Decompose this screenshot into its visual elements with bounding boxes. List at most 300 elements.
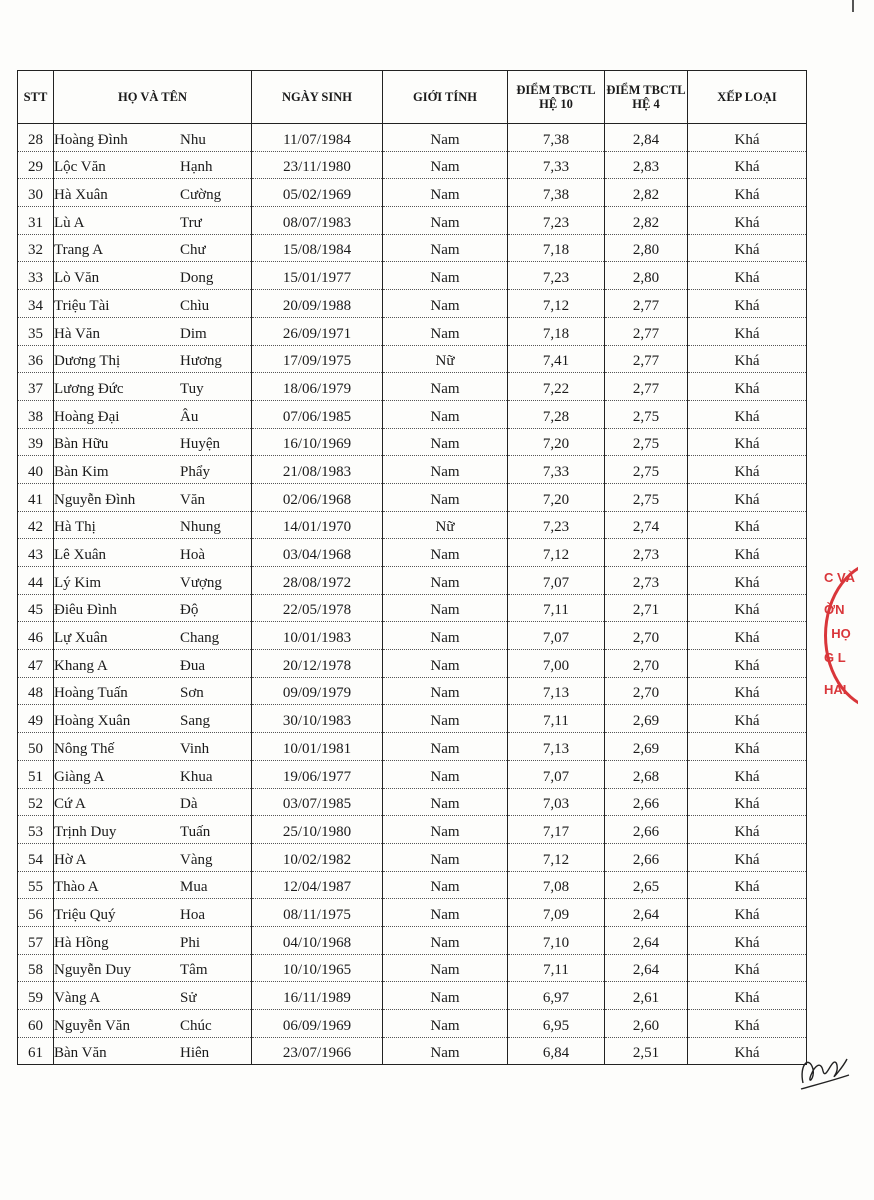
- last-middle-name: Bàn Kim: [54, 463, 109, 480]
- cell-stt: 56: [18, 899, 54, 927]
- cell-gpa4: 2,68: [605, 760, 688, 788]
- cell-rank: Khá: [688, 650, 807, 678]
- cell-dob: 28/08/1972: [252, 567, 383, 595]
- cell-stt: 42: [18, 511, 54, 539]
- table-row: [18, 179, 807, 207]
- cell-dob: 10/10/1965: [252, 954, 383, 982]
- last-middle-name: Giàng A: [54, 768, 105, 785]
- table-row: [18, 124, 807, 152]
- cell-gpa10: 7,08: [508, 871, 605, 899]
- given-name: Dong: [180, 270, 214, 287]
- header-name: HỌ VÀ TÊN: [54, 71, 252, 124]
- cell-dob: 22/05/1978: [252, 594, 383, 622]
- cell-rank: Khá: [688, 262, 807, 290]
- cell-gpa10: 7,11: [508, 954, 605, 982]
- cell-name: [54, 622, 252, 650]
- cell-gpa10: 6,97: [508, 982, 605, 1010]
- header-dob: NGÀY SINH: [252, 71, 383, 124]
- cell-stt: 37: [18, 373, 54, 401]
- table-row: [18, 899, 807, 927]
- cell-gender: Nam: [383, 262, 508, 290]
- cell-stt: 31: [18, 207, 54, 235]
- given-name: Vinh: [180, 740, 210, 757]
- table-row: [18, 1037, 807, 1065]
- cell-gpa10: 7,20: [508, 428, 605, 456]
- cell-dob: 30/10/1983: [252, 705, 383, 733]
- cell-rank: Khá: [688, 677, 807, 705]
- cell-gpa4: 2,73: [605, 567, 688, 595]
- cell-rank: Khá: [688, 788, 807, 816]
- cell-dob: 14/01/1970: [252, 511, 383, 539]
- cell-rank: Khá: [688, 843, 807, 871]
- cell-gpa4: 2,64: [605, 899, 688, 927]
- table-row: [18, 428, 807, 456]
- cell-gender: Nam: [383, 926, 508, 954]
- table-header-row: [18, 71, 807, 124]
- cell-gpa4: 2,82: [605, 179, 688, 207]
- given-name: Hoà: [180, 547, 205, 563]
- last-middle-name: Bàn Văn: [54, 1045, 107, 1062]
- cell-dob: 10/01/1981: [252, 733, 383, 761]
- given-name: Tuấn: [180, 823, 211, 840]
- cell-gpa4: 2,64: [605, 954, 688, 982]
- cell-stt: 33: [18, 262, 54, 290]
- cell-gender: Nam: [383, 1010, 508, 1038]
- cell-stt: 50: [18, 733, 54, 761]
- table-row: [18, 871, 807, 899]
- cell-rank: Khá: [688, 483, 807, 511]
- cell-gpa4: 2,66: [605, 816, 688, 844]
- given-name: Sang: [180, 713, 210, 730]
- cell-gender: Nam: [383, 816, 508, 844]
- last-middle-name: Điêu Đình: [54, 602, 117, 619]
- cell-gender: Nam: [383, 290, 508, 318]
- cell-stt: 39: [18, 428, 54, 456]
- given-name: Tâm: [180, 962, 208, 979]
- cell-name: [54, 483, 252, 511]
- cell-name: [54, 760, 252, 788]
- cell-gender: Nam: [383, 622, 508, 650]
- cell-gpa10: 7,23: [508, 262, 605, 290]
- given-name: Chang: [180, 630, 220, 647]
- cell-gpa10: 7,18: [508, 317, 605, 345]
- table-row: [18, 567, 807, 595]
- cell-dob: 15/08/1984: [252, 234, 383, 262]
- cell-name: [54, 650, 252, 678]
- table-row: [18, 843, 807, 871]
- cell-gpa4: 2,75: [605, 456, 688, 484]
- cell-dob: 17/09/1975: [252, 345, 383, 373]
- header-rank: XẾP LOẠI: [688, 71, 807, 124]
- last-middle-name: Thào A: [54, 879, 99, 896]
- cell-gpa10: 6,84: [508, 1037, 605, 1065]
- table-row: [18, 345, 807, 373]
- table-row: [18, 926, 807, 954]
- cell-gpa10: 7,23: [508, 207, 605, 235]
- cell-gender: Nam: [383, 788, 508, 816]
- table-row: [18, 954, 807, 982]
- cell-gpa4: 2,51: [605, 1037, 688, 1065]
- cell-gpa10: 7,12: [508, 843, 605, 871]
- cell-stt: 34: [18, 290, 54, 318]
- cell-rank: Khá: [688, 179, 807, 207]
- table-row: [18, 483, 807, 511]
- cell-stt: 44: [18, 567, 54, 595]
- given-name: Phẩy: [180, 463, 210, 480]
- last-middle-name: Nguyễn Đình: [54, 491, 136, 508]
- table-row: [18, 207, 807, 235]
- cell-rank: Khá: [688, 539, 807, 567]
- cell-name: [54, 954, 252, 982]
- cell-gpa4: 2,77: [605, 373, 688, 401]
- given-name: Sơn: [180, 685, 204, 702]
- given-name: Hương: [180, 353, 222, 370]
- cell-rank: Khá: [688, 511, 807, 539]
- cell-name: [54, 179, 252, 207]
- cell-dob: 02/06/1968: [252, 483, 383, 511]
- cell-gender: Nam: [383, 317, 508, 345]
- given-name: Hoa: [180, 906, 205, 923]
- last-middle-name: Hoàng Đại: [54, 408, 120, 425]
- cell-gpa4: 2,77: [605, 290, 688, 318]
- table-row: [18, 622, 807, 650]
- cell-gender: Nam: [383, 899, 508, 927]
- cell-name: [54, 1010, 252, 1038]
- cell-gpa4: 2,71: [605, 594, 688, 622]
- given-name: Đua: [180, 657, 205, 674]
- cell-gpa10: 7,33: [508, 456, 605, 484]
- cell-name: [54, 705, 252, 733]
- cell-name: [54, 1037, 252, 1065]
- last-middle-name: Nguyễn Duy: [54, 962, 132, 979]
- table-row: [18, 290, 807, 318]
- cell-rank: Khá: [688, 816, 807, 844]
- cell-stt: 57: [18, 926, 54, 954]
- given-name: Phi: [180, 934, 201, 951]
- cell-gpa10: 7,41: [508, 345, 605, 373]
- header-gpa10: ĐIỂM TBCTL HỆ 10: [508, 71, 605, 124]
- cell-name: [54, 207, 252, 235]
- official-stamp: [818, 560, 858, 710]
- cell-dob: 08/11/1975: [252, 899, 383, 927]
- cell-gender: Nam: [383, 843, 508, 871]
- cell-dob: 04/10/1968: [252, 926, 383, 954]
- cell-dob: 12/04/1987: [252, 871, 383, 899]
- cell-gpa4: 2,77: [605, 317, 688, 345]
- last-middle-name: Hoàng Đình: [54, 131, 128, 148]
- cell-gender: Nữ: [383, 511, 508, 539]
- cell-gpa4: 2,70: [605, 622, 688, 650]
- cell-gender: Nam: [383, 207, 508, 235]
- cell-stt: 41: [18, 483, 54, 511]
- cell-rank: Khá: [688, 567, 807, 595]
- cell-gpa4: 2,66: [605, 788, 688, 816]
- cell-name: [54, 151, 252, 179]
- cell-stt: 30: [18, 179, 54, 207]
- cell-gpa4: 2,66: [605, 843, 688, 871]
- cell-rank: Khá: [688, 982, 807, 1010]
- cell-gpa10: 7,11: [508, 705, 605, 733]
- cell-gender: Nam: [383, 871, 508, 899]
- cell-stt: 40: [18, 456, 54, 484]
- cell-gender: Nam: [383, 567, 508, 595]
- cell-rank: Khá: [688, 428, 807, 456]
- last-middle-name: Lò Văn: [54, 270, 100, 287]
- cell-gender: Nam: [383, 954, 508, 982]
- last-middle-name: Khang A: [54, 657, 108, 674]
- cell-gpa10: 7,13: [508, 677, 605, 705]
- cell-dob: 15/01/1977: [252, 262, 383, 290]
- cell-gpa10: 7,33: [508, 151, 605, 179]
- cell-gpa10: 7,18: [508, 234, 605, 262]
- cell-gpa4: 2,80: [605, 234, 688, 262]
- last-middle-name: Triệu Quý: [54, 906, 116, 923]
- cell-stt: 36: [18, 345, 54, 373]
- cell-dob: 06/09/1969: [252, 1010, 383, 1038]
- given-name: Mua: [180, 879, 208, 896]
- cell-gpa10: 7,13: [508, 733, 605, 761]
- last-middle-name: Hà Văn: [54, 325, 100, 342]
- given-name: Dà: [180, 796, 198, 813]
- cell-gpa4: 2,82: [605, 207, 688, 235]
- cell-gpa4: 2,64: [605, 926, 688, 954]
- cell-dob: 23/11/1980: [252, 151, 383, 179]
- cell-rank: Khá: [688, 594, 807, 622]
- cell-stt: 46: [18, 622, 54, 650]
- last-middle-name: Trịnh Duy: [54, 823, 117, 840]
- cell-name: [54, 234, 252, 262]
- given-name: Hạnh: [180, 159, 213, 176]
- stamp-text: HÁI: [824, 682, 847, 697]
- cell-stt: 58: [18, 954, 54, 982]
- last-middle-name: Triệu Tài: [54, 297, 110, 314]
- given-name: Văn: [180, 491, 205, 508]
- given-name: Chìu: [180, 297, 210, 314]
- cell-dob: 05/02/1969: [252, 179, 383, 207]
- cell-gpa10: 7,12: [508, 539, 605, 567]
- cell-gpa4: 2,69: [605, 733, 688, 761]
- cell-stt: 29: [18, 151, 54, 179]
- cell-gender: Nam: [383, 539, 508, 567]
- table-row: [18, 539, 807, 567]
- last-middle-name: Lù A: [54, 214, 85, 231]
- cell-gender: Nam: [383, 594, 508, 622]
- last-middle-name: Trang A: [54, 242, 104, 259]
- cell-stt: 54: [18, 843, 54, 871]
- cell-gpa4: 2,74: [605, 511, 688, 539]
- cell-rank: Khá: [688, 124, 807, 152]
- cell-name: [54, 124, 252, 152]
- table-row: [18, 594, 807, 622]
- cell-stt: 28: [18, 124, 54, 152]
- header-gpa4: ĐIỂM TBCTL HỆ 4: [605, 71, 688, 124]
- cell-gender: Nữ: [383, 345, 508, 373]
- cell-name: [54, 733, 252, 761]
- given-name: Tuy: [180, 380, 204, 397]
- cell-name: [54, 290, 252, 318]
- last-middle-name: Hoàng Tuấn: [54, 685, 128, 702]
- cell-dob: 10/01/1983: [252, 622, 383, 650]
- given-name: Chư: [180, 242, 206, 259]
- table-row: [18, 705, 807, 733]
- cell-dob: 21/08/1983: [252, 456, 383, 484]
- cell-dob: 20/09/1988: [252, 290, 383, 318]
- cell-name: [54, 843, 252, 871]
- cell-rank: Khá: [688, 705, 807, 733]
- cell-rank: Khá: [688, 622, 807, 650]
- given-name: Nhung: [180, 519, 221, 536]
- cell-rank: Khá: [688, 871, 807, 899]
- cell-name: [54, 816, 252, 844]
- last-middle-name: Lương Đức: [54, 380, 124, 397]
- cell-rank: Khá: [688, 760, 807, 788]
- cell-gpa10: 7,38: [508, 179, 605, 207]
- cell-gpa10: 7,22: [508, 373, 605, 401]
- cell-stt: 49: [18, 705, 54, 733]
- given-name: Chúc: [180, 1017, 212, 1034]
- cell-gender: Nam: [383, 483, 508, 511]
- cell-rank: Khá: [688, 954, 807, 982]
- header-stt: STT: [18, 71, 54, 124]
- last-middle-name: Dương Thị: [54, 353, 121, 370]
- table-row: [18, 650, 807, 678]
- cell-gpa4: 2,65: [605, 871, 688, 899]
- table-row: [18, 151, 807, 179]
- last-middle-name: Nguyễn Văn: [54, 1017, 130, 1034]
- cell-gender: Nam: [383, 733, 508, 761]
- cell-name: [54, 456, 252, 484]
- cell-name: [54, 262, 252, 290]
- cell-gpa10: 7,38: [508, 124, 605, 152]
- cell-dob: 11/07/1984: [252, 124, 383, 152]
- cell-gpa10: 6,95: [508, 1010, 605, 1038]
- cell-stt: 32: [18, 234, 54, 262]
- header-gender: GIỚI TÍNH: [383, 71, 508, 124]
- last-middle-name: Vàng A: [54, 990, 101, 1006]
- cell-gpa4: 2,84: [605, 124, 688, 152]
- cell-gender: Nam: [383, 151, 508, 179]
- cell-gpa10: 7,17: [508, 816, 605, 844]
- cell-stt: 47: [18, 650, 54, 678]
- last-middle-name: Bàn Hữu: [54, 436, 109, 453]
- cell-gender: Nam: [383, 124, 508, 152]
- last-middle-name: Lê Xuân: [54, 547, 107, 563]
- stamp-text: G L: [824, 650, 846, 665]
- cell-gender: Nam: [383, 456, 508, 484]
- cell-gender: Nam: [383, 760, 508, 788]
- cell-gpa4: 2,83: [605, 151, 688, 179]
- cell-gender: Nam: [383, 650, 508, 678]
- cell-stt: 52: [18, 788, 54, 816]
- last-middle-name: Hờ A: [54, 851, 87, 868]
- cell-rank: Khá: [688, 456, 807, 484]
- cell-rank: Khá: [688, 1010, 807, 1038]
- cell-gender: Nam: [383, 428, 508, 456]
- table-row: [18, 733, 807, 761]
- table-body: [18, 124, 807, 1065]
- cell-gpa10: 7,10: [508, 926, 605, 954]
- table-row: [18, 760, 807, 788]
- cell-gpa4: 2,70: [605, 650, 688, 678]
- cell-gpa4: 2,75: [605, 400, 688, 428]
- cell-name: [54, 788, 252, 816]
- cell-stt: 43: [18, 539, 54, 567]
- cell-dob: 18/06/1979: [252, 373, 383, 401]
- cell-gpa4: 2,75: [605, 483, 688, 511]
- cell-rank: Khá: [688, 1037, 807, 1065]
- cell-rank: Khá: [688, 926, 807, 954]
- last-middle-name: Hà Hồng: [54, 934, 109, 951]
- given-name: Trư: [180, 214, 202, 231]
- table-row: [18, 511, 807, 539]
- grade-table: [17, 70, 807, 1065]
- given-name: Vượng: [180, 574, 222, 591]
- given-name: Vàng: [180, 851, 213, 868]
- cell-gpa4: 2,61: [605, 982, 688, 1010]
- cell-stt: 35: [18, 317, 54, 345]
- cell-stt: 51: [18, 760, 54, 788]
- given-name: Độ: [180, 602, 199, 619]
- given-name: Sử: [180, 990, 197, 1006]
- cell-gender: Nam: [383, 1037, 508, 1065]
- table-row: [18, 262, 807, 290]
- last-middle-name: Hà Thị: [54, 519, 96, 536]
- given-name: Hiên: [180, 1045, 210, 1062]
- cell-dob: 10/02/1982: [252, 843, 383, 871]
- cell-name: [54, 982, 252, 1010]
- table-row: [18, 982, 807, 1010]
- cell-stt: 53: [18, 816, 54, 844]
- cell-name: [54, 926, 252, 954]
- cell-name: [54, 899, 252, 927]
- cell-name: [54, 428, 252, 456]
- given-name: Khua: [180, 768, 213, 785]
- cell-name: [54, 345, 252, 373]
- last-middle-name: Nông Thế: [54, 740, 115, 757]
- stamp-text: ỜN: [824, 602, 845, 617]
- cell-dob: 26/09/1971: [252, 317, 383, 345]
- cell-stt: 45: [18, 594, 54, 622]
- cell-rank: Khá: [688, 207, 807, 235]
- table-row: [18, 234, 807, 262]
- table-row: [18, 788, 807, 816]
- cell-gender: Nam: [383, 982, 508, 1010]
- cell-gpa10: 7,28: [508, 400, 605, 428]
- cell-gpa10: 7,07: [508, 760, 605, 788]
- cell-rank: Khá: [688, 733, 807, 761]
- cell-rank: Khá: [688, 899, 807, 927]
- handwritten-signature: [795, 1045, 855, 1095]
- cell-name: [54, 373, 252, 401]
- cell-dob: 25/10/1980: [252, 816, 383, 844]
- last-middle-name: Hà Xuân: [54, 187, 108, 204]
- cell-gpa4: 2,75: [605, 428, 688, 456]
- given-name: Huyện: [180, 436, 220, 453]
- given-name: Dim: [180, 325, 207, 342]
- cell-name: [54, 400, 252, 428]
- cell-name: [54, 871, 252, 899]
- cell-stt: 38: [18, 400, 54, 428]
- cell-name: [54, 511, 252, 539]
- cell-dob: 03/04/1968: [252, 539, 383, 567]
- cell-gpa10: 7,00: [508, 650, 605, 678]
- cell-rank: Khá: [688, 234, 807, 262]
- last-middle-name: Cứ A: [54, 796, 86, 813]
- cell-gpa10: 7,20: [508, 483, 605, 511]
- table-row: [18, 317, 807, 345]
- last-middle-name: Lý Kim: [54, 574, 102, 591]
- stamp-text: C VÀ: [824, 570, 856, 585]
